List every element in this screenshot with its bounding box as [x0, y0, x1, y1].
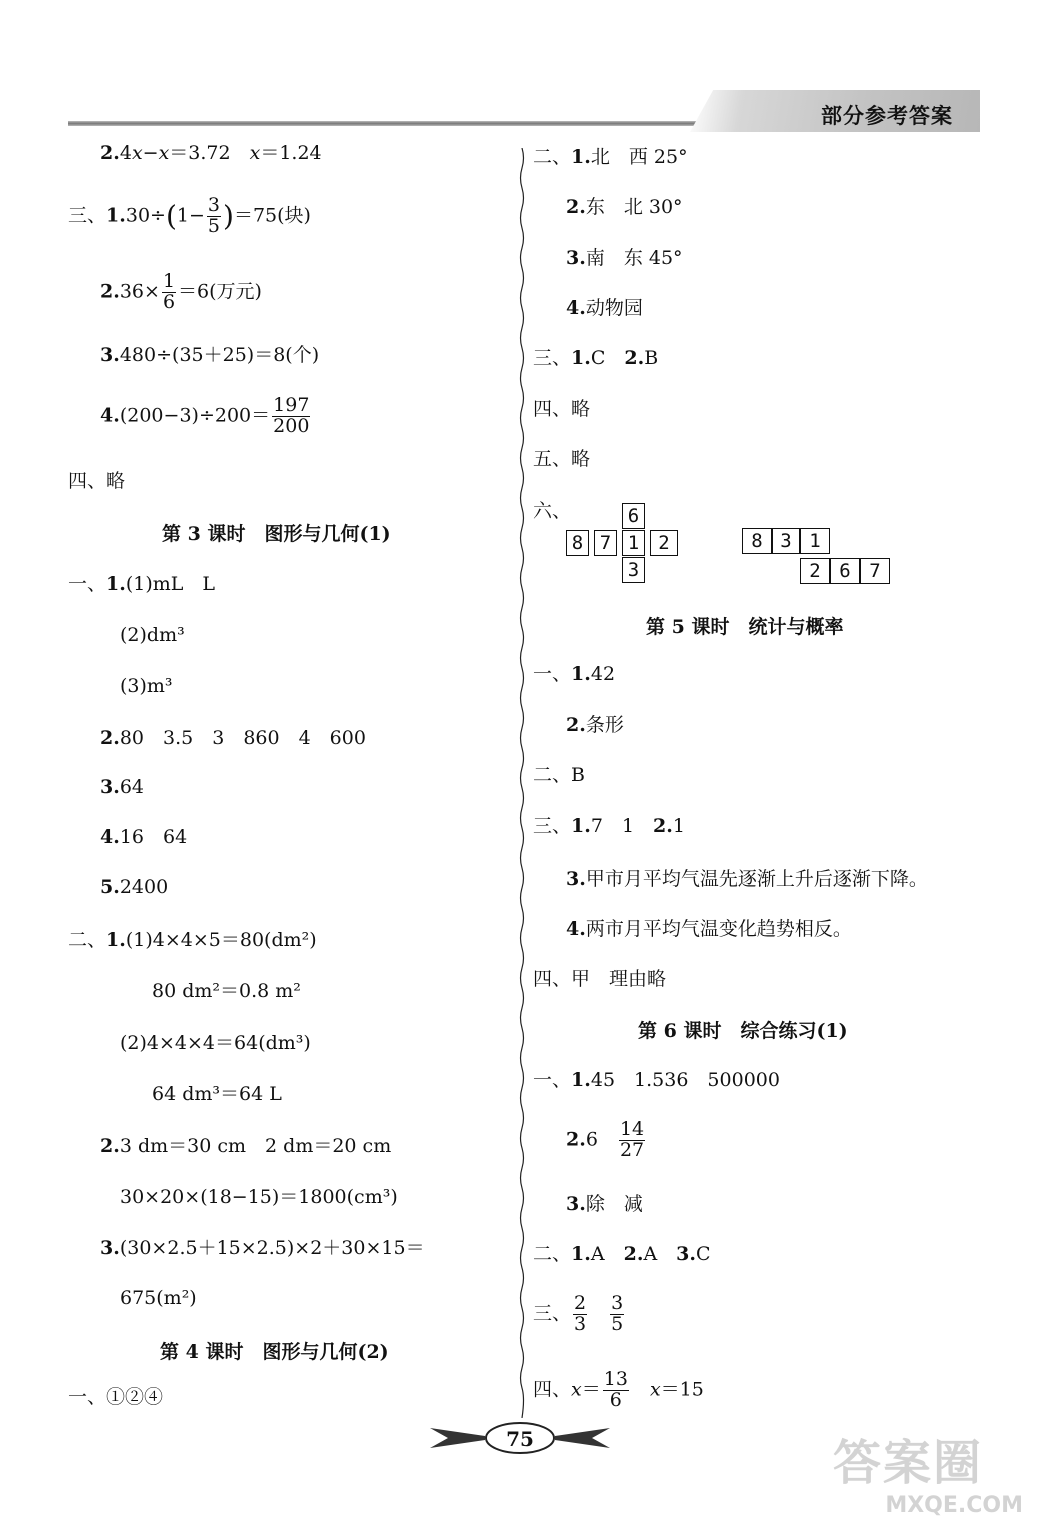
answer-line: 三、1.7 1 2.1 [533, 815, 685, 837]
section-heading: 第 5 课时 统计与概率 [646, 616, 844, 638]
section-heading: 第 3 课时 图形与几何(1) [162, 523, 391, 545]
answer-line: 一、1.45 1.536 500000 [533, 1069, 780, 1091]
answer-line: 2.80 3.5 3 860 4 600 [100, 727, 366, 749]
answer-line: 3.南 东 45° [566, 247, 683, 269]
answer-line: 一、①②④ [68, 1386, 164, 1408]
answer-line: 3.64 [100, 776, 145, 798]
net-cell: 3 [772, 528, 800, 554]
answer-line: 二、1.A 2.A 3.C [533, 1243, 711, 1265]
answer-line: 四、甲 理由略 [533, 968, 667, 990]
answer-line: 80 dm²＝0.8 m² [152, 980, 301, 1002]
answer-line: 三、 $\frac{2}{3}$ $\frac{3}{5}$ [533, 1292, 624, 1335]
answer-line: 675(m²) [120, 1287, 197, 1309]
page-number: 75 [506, 1427, 534, 1451]
section-heading: 第 6 课时 综合练习(1) [638, 1020, 848, 1042]
net-cell: 8 [742, 528, 772, 554]
column-divider [519, 148, 525, 1418]
net-cell: 3 [622, 557, 645, 583]
answer-line: 2.条形 [566, 714, 624, 736]
answer-line: 四、略 [533, 398, 591, 420]
fraction: $\frac{14}{27}$ [619, 1118, 645, 1161]
answer-line: 5.2400 [100, 876, 169, 898]
answer-line: 30×20×(18−15)＝1800(cm³) [120, 1186, 398, 1208]
net-cell: 1 [800, 528, 830, 554]
fraction: $\frac{3}{5}$ [207, 194, 221, 237]
answer-line: 3.480÷(35＋25)＝8(个) [100, 344, 320, 366]
section-heading: 第 4 课时 图形与几何(2) [160, 1341, 389, 1363]
answer-line: 2.36× $\frac{1}{6}$ ＝6(万元) [100, 270, 262, 313]
answer-line: 2.4x−x＝3.72 x＝1.24 [100, 142, 322, 164]
answer-line: 一、1.42 [533, 663, 616, 685]
answer-line: 三、1.30÷(1− $\frac{3}{5}$ )＝75(块) [68, 194, 311, 237]
answer-line: 二、1.北 西 25° [533, 146, 688, 168]
net-cell: 2 [650, 530, 678, 556]
fraction: $\frac{3}{5}$ [611, 1292, 624, 1335]
answer-line: 二、1.(1)4×4×5＝80(dm²) [68, 929, 317, 951]
answer-line: 4.16 64 [100, 826, 188, 848]
answer-line: (3)m³ [120, 675, 173, 697]
answer-line: 3.除 减 [566, 1193, 643, 1215]
header-title: 部分参考答案 [821, 103, 953, 128]
answer-line: 2.东 北 30° [566, 196, 683, 218]
net-cell: 1 [622, 530, 645, 556]
answer-line: 一、1.(1)mL L [68, 573, 216, 595]
answer-line: 三、1.C 2.B [533, 347, 659, 369]
answer-line: (2)dm³ [120, 624, 185, 646]
fraction: $\frac{197}{200}$ [273, 394, 310, 437]
answer-line: 2.6 $\frac{14}{27}$ [566, 1118, 645, 1161]
answer-line: 2.3 dm＝30 cm 2 dm＝20 cm [100, 1135, 392, 1157]
answer-line: 六、 [533, 500, 572, 522]
answer-line: (2)4×4×4＝64(dm³) [120, 1032, 311, 1054]
net-cell: 6 [830, 558, 860, 584]
page-number-ornament [430, 1418, 610, 1458]
net-cell: 6 [622, 503, 645, 529]
fraction: $\frac{1}{6}$ [162, 270, 176, 313]
answer-line: 四、略 [68, 470, 126, 492]
net-cell: 2 [800, 558, 830, 584]
fraction: $\frac{2}{3}$ [574, 1292, 587, 1335]
net-cell: 7 [594, 530, 617, 556]
answer-line: 64 dm³＝64 L [152, 1083, 282, 1105]
answer-line: 4.(200−3)÷200＝ $\frac{197}{200}$ [100, 394, 310, 437]
fraction: $\frac{13}{6}$ [603, 1368, 628, 1411]
answer-line: 3.(30×2.5＋15×2.5)×2＋30×15＝ [100, 1237, 425, 1259]
watermark: 答案圈 MXQE.COM [833, 1435, 1023, 1518]
header-rule [68, 121, 708, 126]
answer-line: 4.两市月平均气温变化趋势相反。 [566, 918, 852, 940]
answer-line: 4.动物园 [566, 297, 643, 319]
net-cell: 8 [566, 530, 589, 556]
answer-line: 3.甲市月平均气温先逐渐上升后逐渐下降。 [566, 868, 928, 890]
answer-line: 二、B [533, 764, 585, 786]
answer-line: 五、略 [533, 448, 591, 470]
answer-line: 四、x＝ $\frac{13}{6}$ x＝15 [533, 1368, 704, 1411]
net-cell: 7 [860, 558, 890, 584]
